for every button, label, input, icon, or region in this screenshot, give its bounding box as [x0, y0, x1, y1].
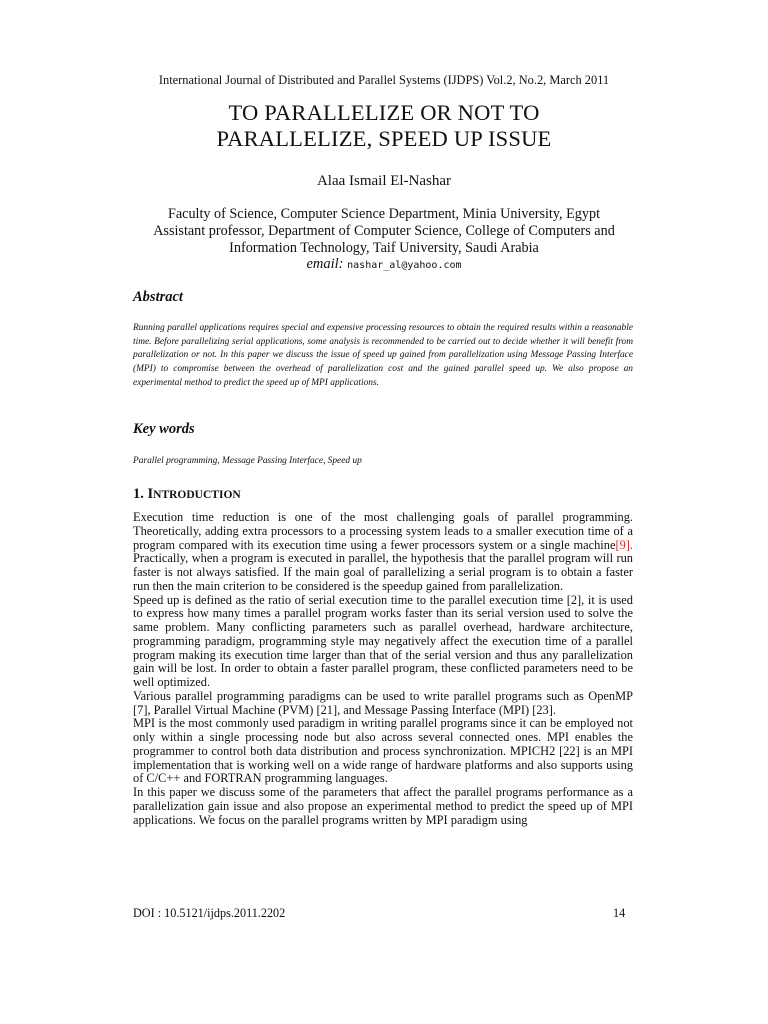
email-label: email:: [306, 256, 344, 272]
introduction-body: [133, 511, 633, 827]
abstract-text: Running parallel applications requires special and expensive processing resources to obtain the required results within a reasonable time. Before parallelizing serial applications, some analysis is recommended to be carried out to decide whether it will benefit from parallelization or not. In this paper we discuss the issue of speed up gained from parallelization using Message Passing Interface (MPI) to compromise between the overhead of parallelization cost and the gained parallel speed up. We also propose an experimental method to predict the speed up of MPI applications.: [133, 323, 633, 388]
intro-paragraph-2: Speed up is defined as the ratio of serial execution time to the parallel execution time [2], it is used to express how many times a parallel program works faster than its serial version used to solve the same problem. Many conflicting parameters such as parallel overhead, hardware architecture, programming paradigm, programming style may negatively affect the execution time of a parallel program making its execution time larger than that of the serial version and thus any parallelization gain will be lost. In order to obtain a faster parallel program, these conflicted parameters need to be well optimized.: [133, 592, 633, 689]
intro-p1-text-b: Practically, when a program is executed in parallel, the hypothesis that the parallel program will run faster is not always satisfied. If the main goal of parallelizing a serial program is to obtain a faster run then the main criterion to be considered is the speedup gained from parallelization.: [133, 551, 633, 593]
abstract-heading: Abstract: [133, 289, 183, 305]
affiliation-line-1: Faculty of Science, Computer Science Department, Minia University, Egypt: [167, 206, 601, 222]
title-line-2: PARALLELIZE, SPEED UP ISSUE: [216, 126, 552, 151]
journal-header: International Journal of Distributed and Parallel Systems (IJDPS) Vol.2, No.2, March 2011: [158, 73, 610, 87]
footer-doi: DOI : 10.5121/ijdps.2011.2202: [133, 906, 286, 920]
intro-paragraph-5: In this paper we discuss some of the parameters that affect the parallel programs performance as a parallelization gain issue and also propose an experimental method to predict the speed up of MPI applications. We focus on the parallel programs written by MPI paradigm using: [133, 785, 633, 827]
intro-paragraph-3: Various parallel programming paradigms can be used to write parallel programs such as OpenMP [7], Parallel Virtual Machine (PVM) [21], and Message Passing Interface (MPI) [23].: [133, 688, 633, 717]
intro-p1-text-a: Execution time reduction is one of the most challenging goals of parallel programming. Theoretically, adding extra processors to a processing system leads to a smaller execution time of a program compared with its execution time using a fewer processors system or a single machine: [133, 510, 633, 552]
affiliation-line-2: Assistant professor, Department of Computer Science, College of Computers and: [153, 223, 615, 239]
section-number: 1.: [133, 486, 144, 502]
intro-paragraph-4: MPI is the most commonly used paradigm in writing parallel programs since it can be employed not only within a single processing node but also across several connected ones. MPI enables the programmer to control both data distribution and process synchronization. MPICH2 [22] is an MPI implementation that is working well on a wide range of hardware platforms and also supports using of C/C++ and FORTRAN programming languages.: [133, 716, 633, 786]
email-line: [0, 256, 768, 273]
citation-link-9[interactable]: [9].: [615, 537, 633, 552]
section-heading-introduction: [133, 486, 241, 503]
keywords-text: Parallel programming, Message Passing Interface, Speed up: [133, 456, 362, 466]
section-title-initial: I: [147, 486, 154, 502]
email-address[interactable]: nashar_al@yahoo.com: [347, 260, 462, 271]
affiliation: [0, 206, 768, 257]
affiliation-line-3: Information Technology, Taif University, Saudi Arabia: [229, 240, 539, 256]
page-number: 14: [613, 906, 626, 920]
keywords-heading: Key words: [133, 421, 195, 437]
intro-paragraph-1: [133, 511, 633, 594]
paper-title: [0, 100, 768, 152]
section-title-rest: NTRODUCTION: [153, 489, 241, 501]
title-line-1: TO PARALLELIZE OR NOT TO: [228, 100, 540, 125]
author-name: Alaa Ismail El-Nashar: [316, 173, 452, 189]
